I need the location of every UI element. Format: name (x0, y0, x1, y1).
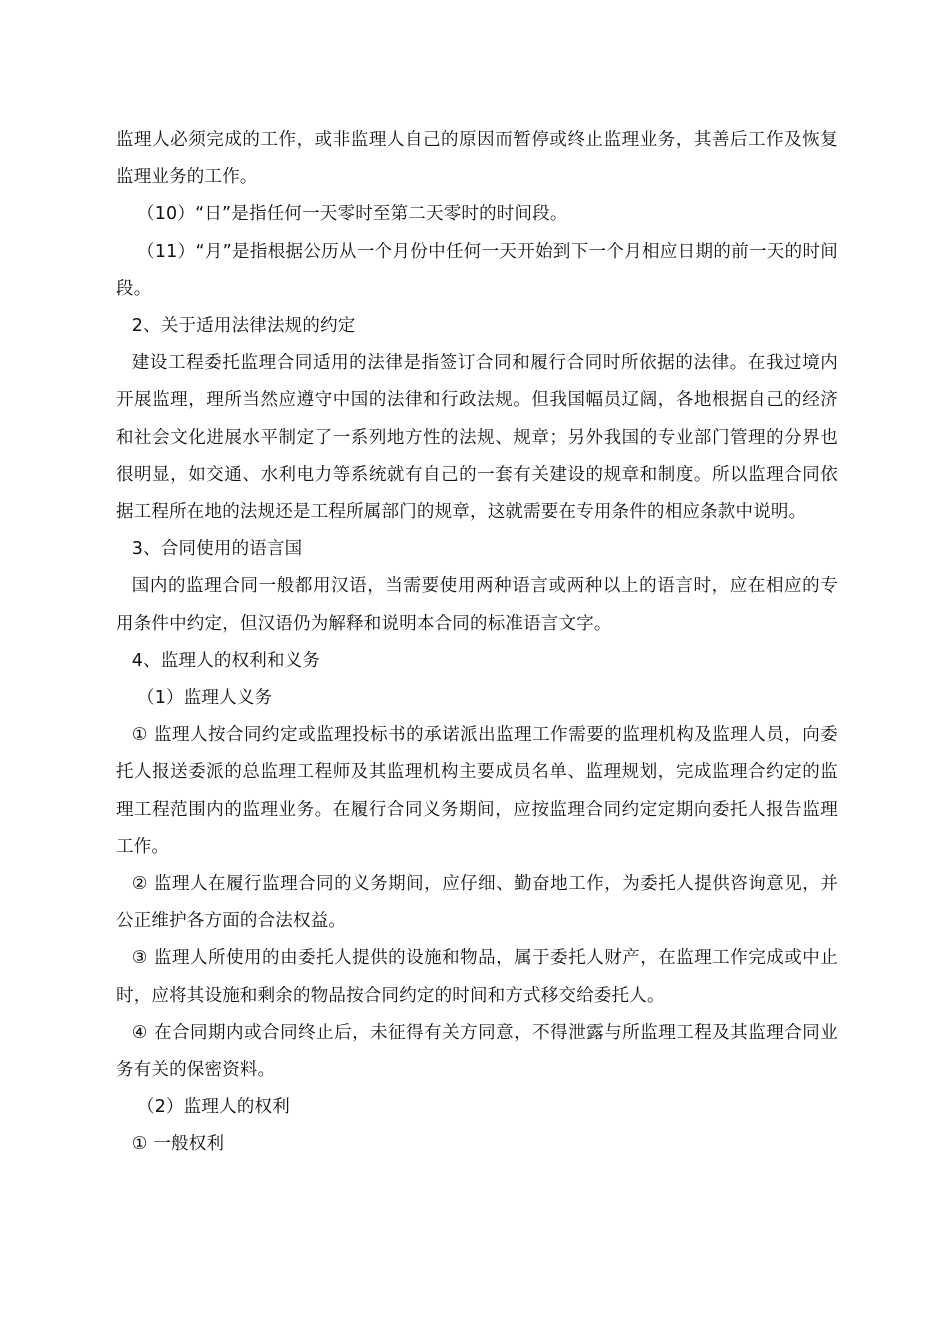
paragraph-obligation-1: ① 监理人按合同约定或监理投标书的承诺派出监理工作需要的监理机构及监理人员，向委托人报送委派的总监理工程师及其监理机构主要成员名单、监理规划，完成监理合约定的监理工程范围内的监理业务。在履行合同义务期间，应按监理合同约定定期向委托人报告监理工作。 (116, 725, 838, 857)
subheading-obligations: （1）监理人义务 (137, 688, 273, 709)
paragraph-item-10: （10）“日”是指任何一天零时至第二天零时的时间段。 (137, 204, 568, 225)
paragraph-item-11: （11）“月”是指根据公历从一个月份中任何一天开始到下一个月相应日期的前一天的时间段。 (116, 241, 838, 299)
section-heading-3: 3、合同使用的语言国 (131, 539, 303, 560)
subheading-rights: （2）监理人的权利 (137, 1097, 290, 1118)
paragraph-applicable-law: 建设工程委托监理合同适用的法律是指签订合同和履行合同时所依据的法律。在我过境内开展监理，理所当然应遵守中国的法律和行政法规。但我国幅员辽阔，各地根据自己的经济和社会文化进展水平制定了一系列地方性的法规、规章；另外我国的专业部门管理的分界也很明显，如交通、水利电力等系统就有自己的一套有关建设的规章和制度。所以监理合同依据工程所在地的法规还是工程所属部门的规章，这就需要在专用条件的相应条款中说明。 (116, 353, 838, 523)
section-heading-2: 2、关于适用法律法规的约定 (131, 316, 356, 337)
paragraph-continuation: 监理人必须完成的工作，或非监理人自己的原因而暂停或终止监理业务，其善后工作及恢复监理业务的工作。 (116, 130, 838, 188)
subheading-general-rights: ① 一般权利 (131, 1134, 225, 1155)
document-body (116, 122, 838, 1164)
paragraph-obligation-3: ③ 监理人所使用的由委托人提供的设施和物品，属于委托人财产，在监理工作完成或中止时，应将其设施和剩余的物品按合同约定的时间和方式移交给委托人。 (116, 948, 838, 1006)
paragraph-obligation-4: ④ 在合同期内或合同终止后，未征得有关方同意，不得泄露与所监理工程及其监理合同业务有关的保密资料。 (116, 1022, 838, 1081)
paragraph-contract-language: 国内的监理合同一般都用汉语，当需要使用两种语言或两种以上的语言时，应在相应的专用条件中约定，但汉语仍为解释和说明本合同的标准语言文字。 (116, 576, 838, 634)
section-heading-4: 4、监理人的权利和义务 (131, 650, 321, 671)
paragraph-obligation-2: ② 监理人在履行监理合同的义务期间，应仔细、勤奋地工作，为委托人提供咨询意见，并公正维护各方面的合法权益。 (116, 874, 838, 932)
